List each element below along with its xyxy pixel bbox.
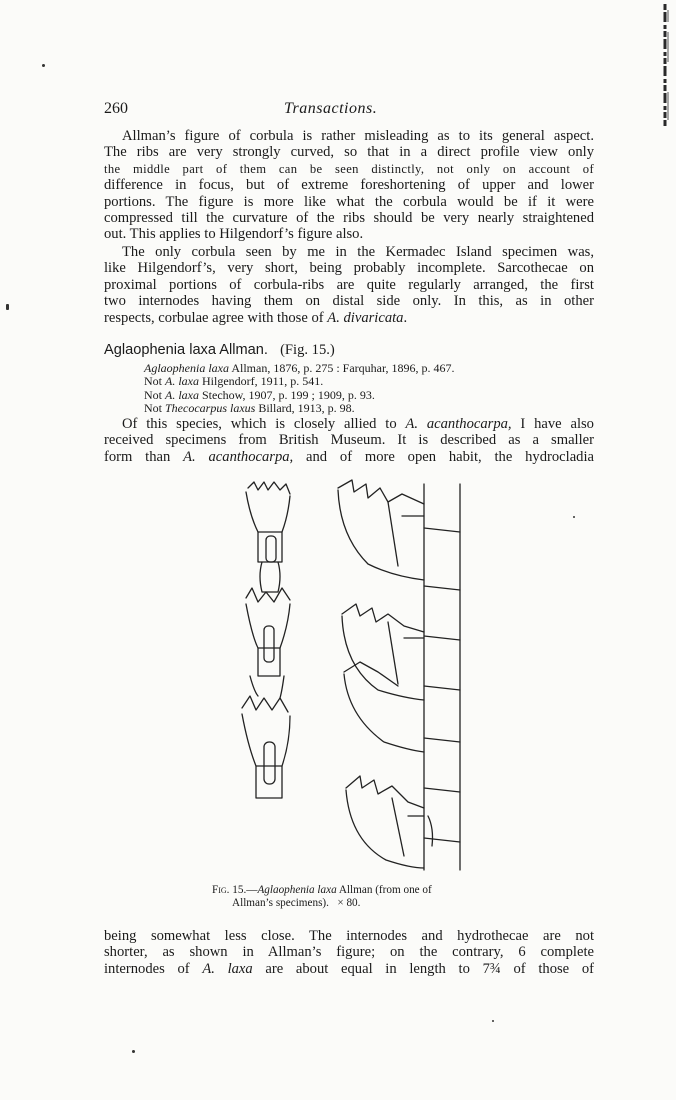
species-heading: Aglaophenia laxa Allman. (Fig. 15.) — [104, 342, 335, 358]
paragraph-species-description: Of this species, which is closely allied to A. acanthocarpa, I have also received specimens from British Museum. It is described as a smaller form than A. acanthocarpa, and of more open habit, the hydrocladia — [104, 416, 594, 465]
paragraph-corbula: Allman’s figure of corbula is rather misleading as to its general aspect. The ribs are very strongly curved, so that in a direct profile view only the middle part of them can be seen distinctly, not only on account of difference in focus, but of extreme foreshortening of upper and lower portions. The figure is more like what the corbula would be if it were compressed till the curvature of the ribs should be very nearly straightened out. This applies to Hilgendorf’s figure also. — [104, 128, 594, 243]
paragraph-kermadec-corbula: The only corbula seen by me in the Kermadec Island specimen was, like Hilgendorf’s, very short, being probably incomplete. Sarcothecae on proximal portions of corbula-ribs are quite regularly arranged, the first two internodes having them on distal side only. In this, as in other respects, corbulae agree with those of A. divaricata. — [104, 244, 594, 326]
scan-speck — [132, 1050, 135, 1053]
right-hydrocladium-side-view — [338, 480, 460, 870]
synonymy-entry: Not A. laxa Stechow, 1907, p. 199 ; 1909, p. 93. — [144, 387, 375, 402]
scan-speck — [573, 516, 575, 518]
figure-caption: Fig. 15.—Aglaophenia laxa Allman (from one of Allman’s specimens). × 80. — [212, 884, 432, 909]
paragraph-internodes: being somewhat less close. The internodes and hydrothecae are not shorter, as shown in Allman’s figure; on the contrary, 6 complete internodes of A. laxa are about equal in length to 7¾ of those of — [104, 928, 594, 977]
synonymy-list — [144, 362, 455, 416]
synonymy-entry: Not A. laxa Hilgendorf, 1911, p. 541. — [144, 374, 324, 389]
hydroid-figure-illustration — [228, 476, 478, 876]
synonymy-entry: Aglaophenia laxa Allman, 1876, p. 275 : Farquhar, 1896, p. 467. — [144, 361, 455, 375]
page-edge-shadow — [658, 2, 672, 128]
left-hydrocladium-front-view — [242, 482, 290, 798]
running-title: Transactions. — [284, 100, 378, 117]
scan-speck — [6, 304, 9, 310]
scan-speck — [492, 1020, 494, 1022]
synonymy-entry: Not Thecocarpus laxus Billard, 1913, p. 98. — [144, 401, 355, 416]
scan-speck — [42, 64, 45, 67]
page-number: 260 — [104, 100, 128, 117]
